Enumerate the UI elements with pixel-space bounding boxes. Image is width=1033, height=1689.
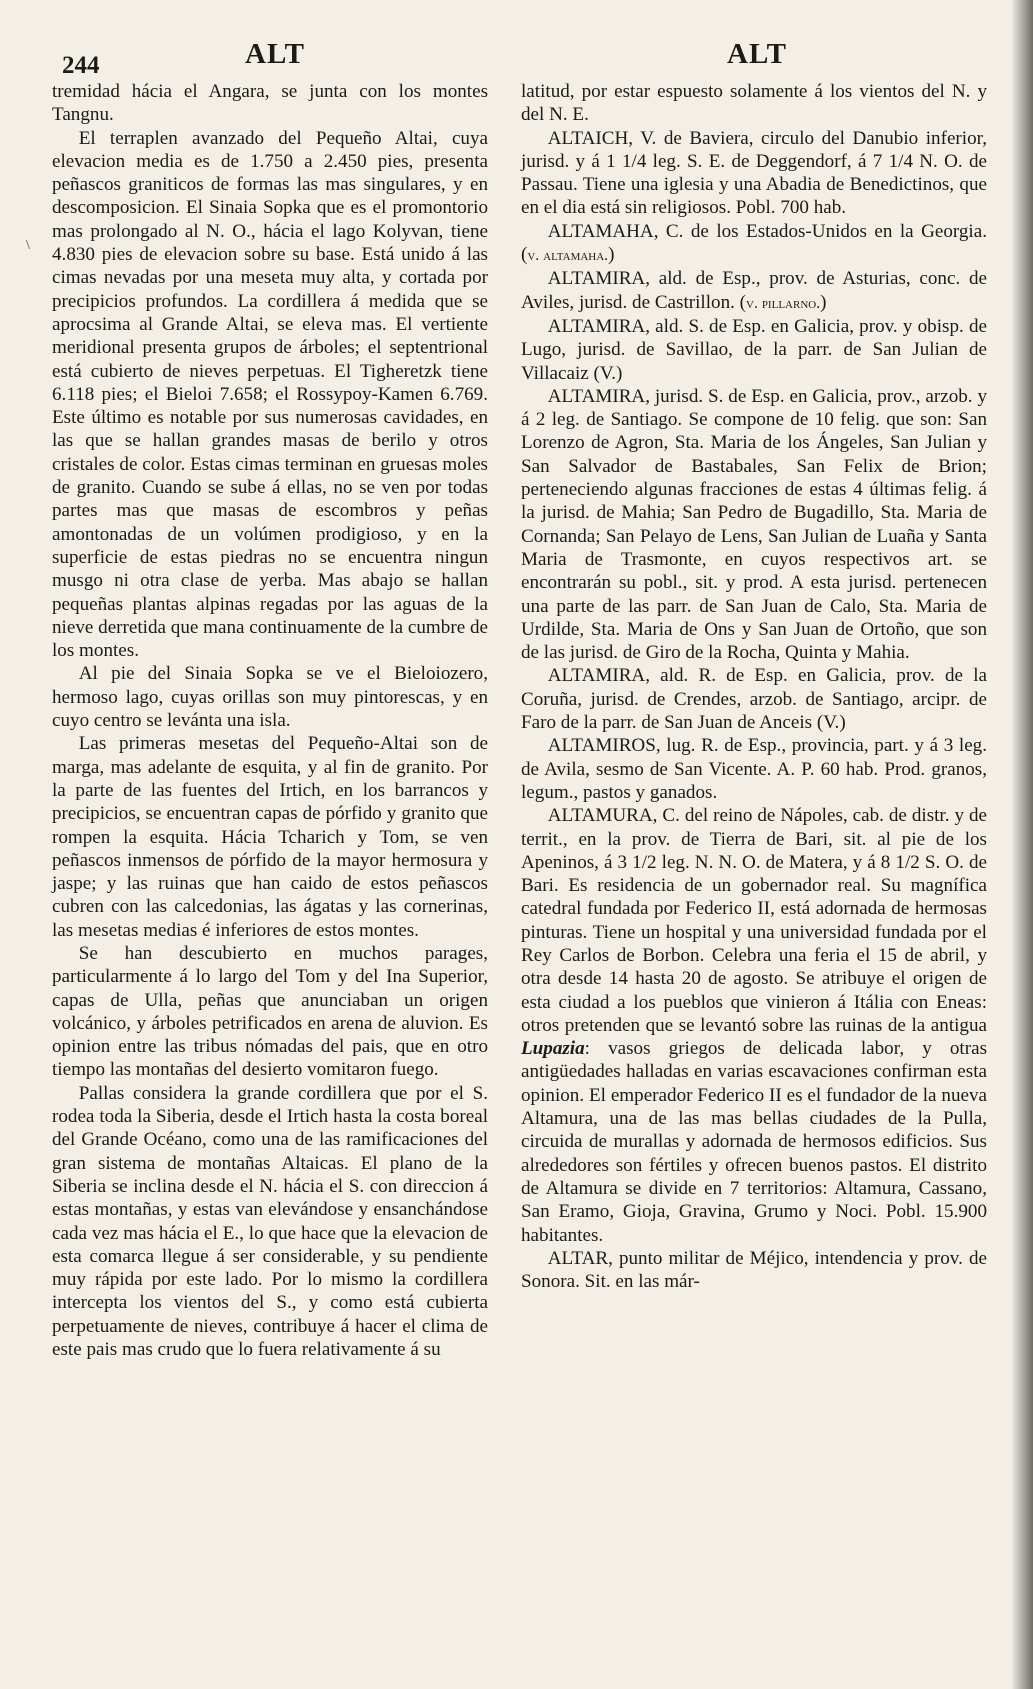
dictionary-entry bbox=[521, 315, 987, 385]
margin-mark: \ bbox=[26, 238, 30, 253]
entry-text: , C. del reino de Nápoles, cab. de distr. y de territ., en la prov. de Tierra de Bari, sit. al pie de los Apeninos, á 3 1/2 leg. N. N. O. de Matera, y á 8 1/2 S. O. de Bari. Es residencia de un gobernador real. Su magnífica catedral fundada por Federico II, está adornada de hermosas pinturas. Tiene un hospital y una universidad fundada por el Rey Carlos de Borbon. Celebra una feria el 15 de abril, y otra desde 14 hasta 20 de agosto. Se atribuye el origen de esta ciudad a los pueblos que vinieron á Itália con Eneas: otros pretenden que se levantó sobre las ruinas de la antigua bbox=[521, 805, 987, 1036]
italic-term: Lupazia bbox=[521, 1038, 585, 1060]
running-header-left: ALT bbox=[245, 38, 305, 70]
entry-headword: ALTAICH bbox=[547, 127, 629, 149]
entry-text: , ald. S. de Esp. en Galicia, prov. y obisp. de Lugo, jurisd. de Savillao, de la parr. de San Julian de Villacaiz (V.) bbox=[521, 315, 987, 384]
dictionary-entry bbox=[521, 1247, 987, 1294]
entry-headword: ALTAR bbox=[547, 1247, 609, 1269]
entry-headword: ALTAMIRA bbox=[547, 268, 646, 290]
entry-text-tail: ) bbox=[608, 244, 615, 266]
entry-text: tremidad hácia el Angara, se junta con los montes Tangnu. bbox=[52, 81, 488, 126]
paragraph bbox=[52, 127, 488, 663]
running-header-right: ALT bbox=[727, 38, 787, 70]
right-column bbox=[521, 80, 987, 1293]
entry-headword: ALTAMIRA bbox=[547, 385, 646, 407]
entry-text: , punto militar de Méjico, intendencia y prov. de Sonora. Sit. en las már- bbox=[521, 1247, 987, 1293]
entry-text: , lug. R. de Esp., provincia, part. y á 3 leg. de Avila, sesmo de San Vicente. A. P. 60 hab. Prod. granos, legum., pastos y ganados. bbox=[521, 735, 987, 803]
entry-text: , ald. R. de Esp. en Galicia, prov. de la Coruña, jurisd. de Crendes, arzob. de Santiago, arcipr. de Faro de la parr. de San Juan de Anceis (V.) bbox=[521, 665, 987, 734]
page-number: 244 bbox=[62, 52, 100, 79]
cross-reference: v. altamaha. bbox=[527, 247, 609, 265]
entry-text: , ald. de Esp., prov. de Asturias, conc. de Aviles, jurisd. de Castrillon. ( bbox=[521, 268, 987, 313]
dictionary-entry bbox=[521, 385, 987, 665]
entry-text: Al pie del Sinaia Sopka se ve el Bieloiozero, hermoso lago, cuyas orillas son muy pintorescas, y en cuyo centro se levánta una isla. bbox=[52, 663, 488, 732]
entry-text: , V. de Baviera, circulo del Danubio inferior, jurisd. y á 1 1/4 leg. S. E. de Deggendorf, á 7 1/4 N. O. de Passau. Tiene una iglesia y una Abadia de Benedictinos, que en el dia está sin religiosos. Pobl. 700 hab. bbox=[521, 127, 987, 219]
paragraph bbox=[521, 80, 987, 127]
entry-headword: ALTAMAHA bbox=[547, 220, 654, 242]
entry-headword: ALTAMURA bbox=[547, 805, 653, 827]
entry-text-tail: ) bbox=[820, 291, 827, 313]
paragraph bbox=[52, 942, 488, 1082]
entry-text: latitud, por estar espuesto solamente á los vientos del N. y del N. E. bbox=[521, 81, 987, 126]
paragraph bbox=[52, 732, 488, 942]
entry-headword: ALTAMIRA bbox=[547, 665, 646, 687]
dictionary-entry bbox=[521, 734, 987, 804]
entry-text: , C. de los Estados-Unidos en la Georgia. ( bbox=[521, 220, 987, 266]
entry-text: , jurisd. S. de Esp. en Galicia, prov., arzob. y á 2 leg. de Santiago. Se compone de 10 felig. que son: San Lorenzo de Agron, Sta. Maria de los Ángeles, San Julian y San Salvador de Bastabales, San Felix de Brion; perteneciendo algunas fracciones de estas 4 últimas felig. á la jurisd. de Mahia; San Pedro de Bugadillo, Sta. Maria de Cornanda; San Pelayo de Lens, San Julian de Luaña y Santa Maria de Trasmonte, en cuyos respectivos art. se encontrarán su pobl., sit. y prod. A esta jurisd. pertenecen una parte de las parr. de San Juan de Calo, Sta. Maria de Urdilde, Sta. Maria de Ons y San Juan de Ortoño, que son de las jurisd. de Giro de la Rocha, Quinta y Mahia. bbox=[521, 385, 987, 664]
dictionary-entry bbox=[521, 267, 987, 315]
dictionary-entry bbox=[521, 127, 987, 220]
entry-headword: ALTAMIROS bbox=[547, 735, 656, 757]
entry-text-tail: : vasos griegos de delicada labor, y otras antigüedades halladas en varias escavaciones confirman esta opinion. El emperador Federico II es el fundador de la nueva Altamura, una de las mas bellas ciudades de la Pulla, circuida de murallas y adornada de hermosos edificios. Sus alrededores son fértiles y ofrecen buenos pastos. El distrito de Altamura se divide en 7 territorios: Altamura, Cassano, San Eramo, Gioja, Gravina, Grumo y Noci. Pobl. 15.900 habitantes. bbox=[521, 1038, 987, 1246]
entry-text: El terraplen avanzado del Pequeño Altai, cuya elevacion media es de 1.750 a 2.450 pies, presenta peñascos graniticos de formas las mas singulares, y en descomposicion. El Sinaia Sopka que es el promontorio mas prolongado al N. O., hácia el lago Kolyvan, tiene 4.830 pies de elevacion sobre su base. Está unido á las cimas nevadas por una meseta muy alta, y cortada por precipicios profundos. La cordillera á medida que se aprocsima al Grande Altai, se eleva mas. El vertiente meridional presenta grupos de árboles; el septentrional está cubierto de nieves perpetuas. El Tigheretzk tiene 6.118 pies; el Bieloi 7.658; el Rossypoy-Kamen 6.769. Este último es notable por sus numerosas cavidades, en las que se hallan grandes masas de berilo y otros cristales de color. Estas cimas terminan en gruesas moles de granito. Cuando se sube á ellas, no se ven por todas partes mas que masas de escombros y peñas amontonadas de un volúmen prodigioso, y en la superficie de estas piedras no se encuentra ningun musgo ni otra clase de yerba. Mas abajo se hallan pequeñas plantas alpinas regadas por las aguas de la nieve derretida que mana continuamente de la cumbre de los montes. bbox=[52, 127, 488, 662]
paragraph bbox=[52, 1082, 488, 1362]
paragraph bbox=[52, 80, 488, 127]
entry-text: Las primeras mesetas del Pequeño-Altai son de marga, mas adelante de esquita, y al fin de granito. Por la parte de las fuentes del Irtich, en los barrancos y precipicios, se encuentran capas de pórfido y granito que rompen la esquita. Hácia Tcharich y Tom, se ven peñascos inmensos de pórfido de la mayor hermosura y jaspe; y las ruinas que han caido de estos peñascos cubren con las calcedonias, las ágatas y las cornerinas, las mesetas medias é inferiores de estos montes. bbox=[52, 733, 488, 941]
entry-text: Pallas considera la grande cordillera que por el S. rodea toda la Siberia, desde el Irtich hasta la costa boreal del Grande Océano, como una de las ramificaciones del gran sistema de montañas Altaicas. El plano de la Siberia se inclina desde el N. hácia el S. con direccion á estas montañas, y estas van elevándose y ensanchándose cada vez mas hácia el E., lo que hace que la elevacion de esta comarca llegue á ser considerable, y su pendiente muy rápida por este lado. Por lo mismo la cordillera intercepta los vientos del S., y como está cubierta perpetuamente de nieves, contribuye á hacer el clima de este pais mas crudo que lo fuera relativamente á su bbox=[52, 1082, 488, 1361]
cross-reference: v. pillarno. bbox=[746, 294, 821, 312]
dictionary-entry bbox=[521, 664, 987, 734]
entry-headword: ALTAMIRA bbox=[547, 315, 646, 337]
dictionary-entry bbox=[521, 220, 987, 268]
paragraph bbox=[52, 662, 488, 732]
dictionary-entry bbox=[521, 804, 987, 1247]
entry-text: Se han descubierto en muchos parages, particularmente á lo largo del Tom y del Ina Superior, capas de Ulla, peñas que anunciaban un origen volcánico, y árboles petrificados en arena de aluvion. Es opinion entre las tribus nómadas del pais, que en otro tiempo las montañas del desierto vomitaron fuego. bbox=[52, 942, 488, 1081]
left-column bbox=[52, 80, 488, 1361]
